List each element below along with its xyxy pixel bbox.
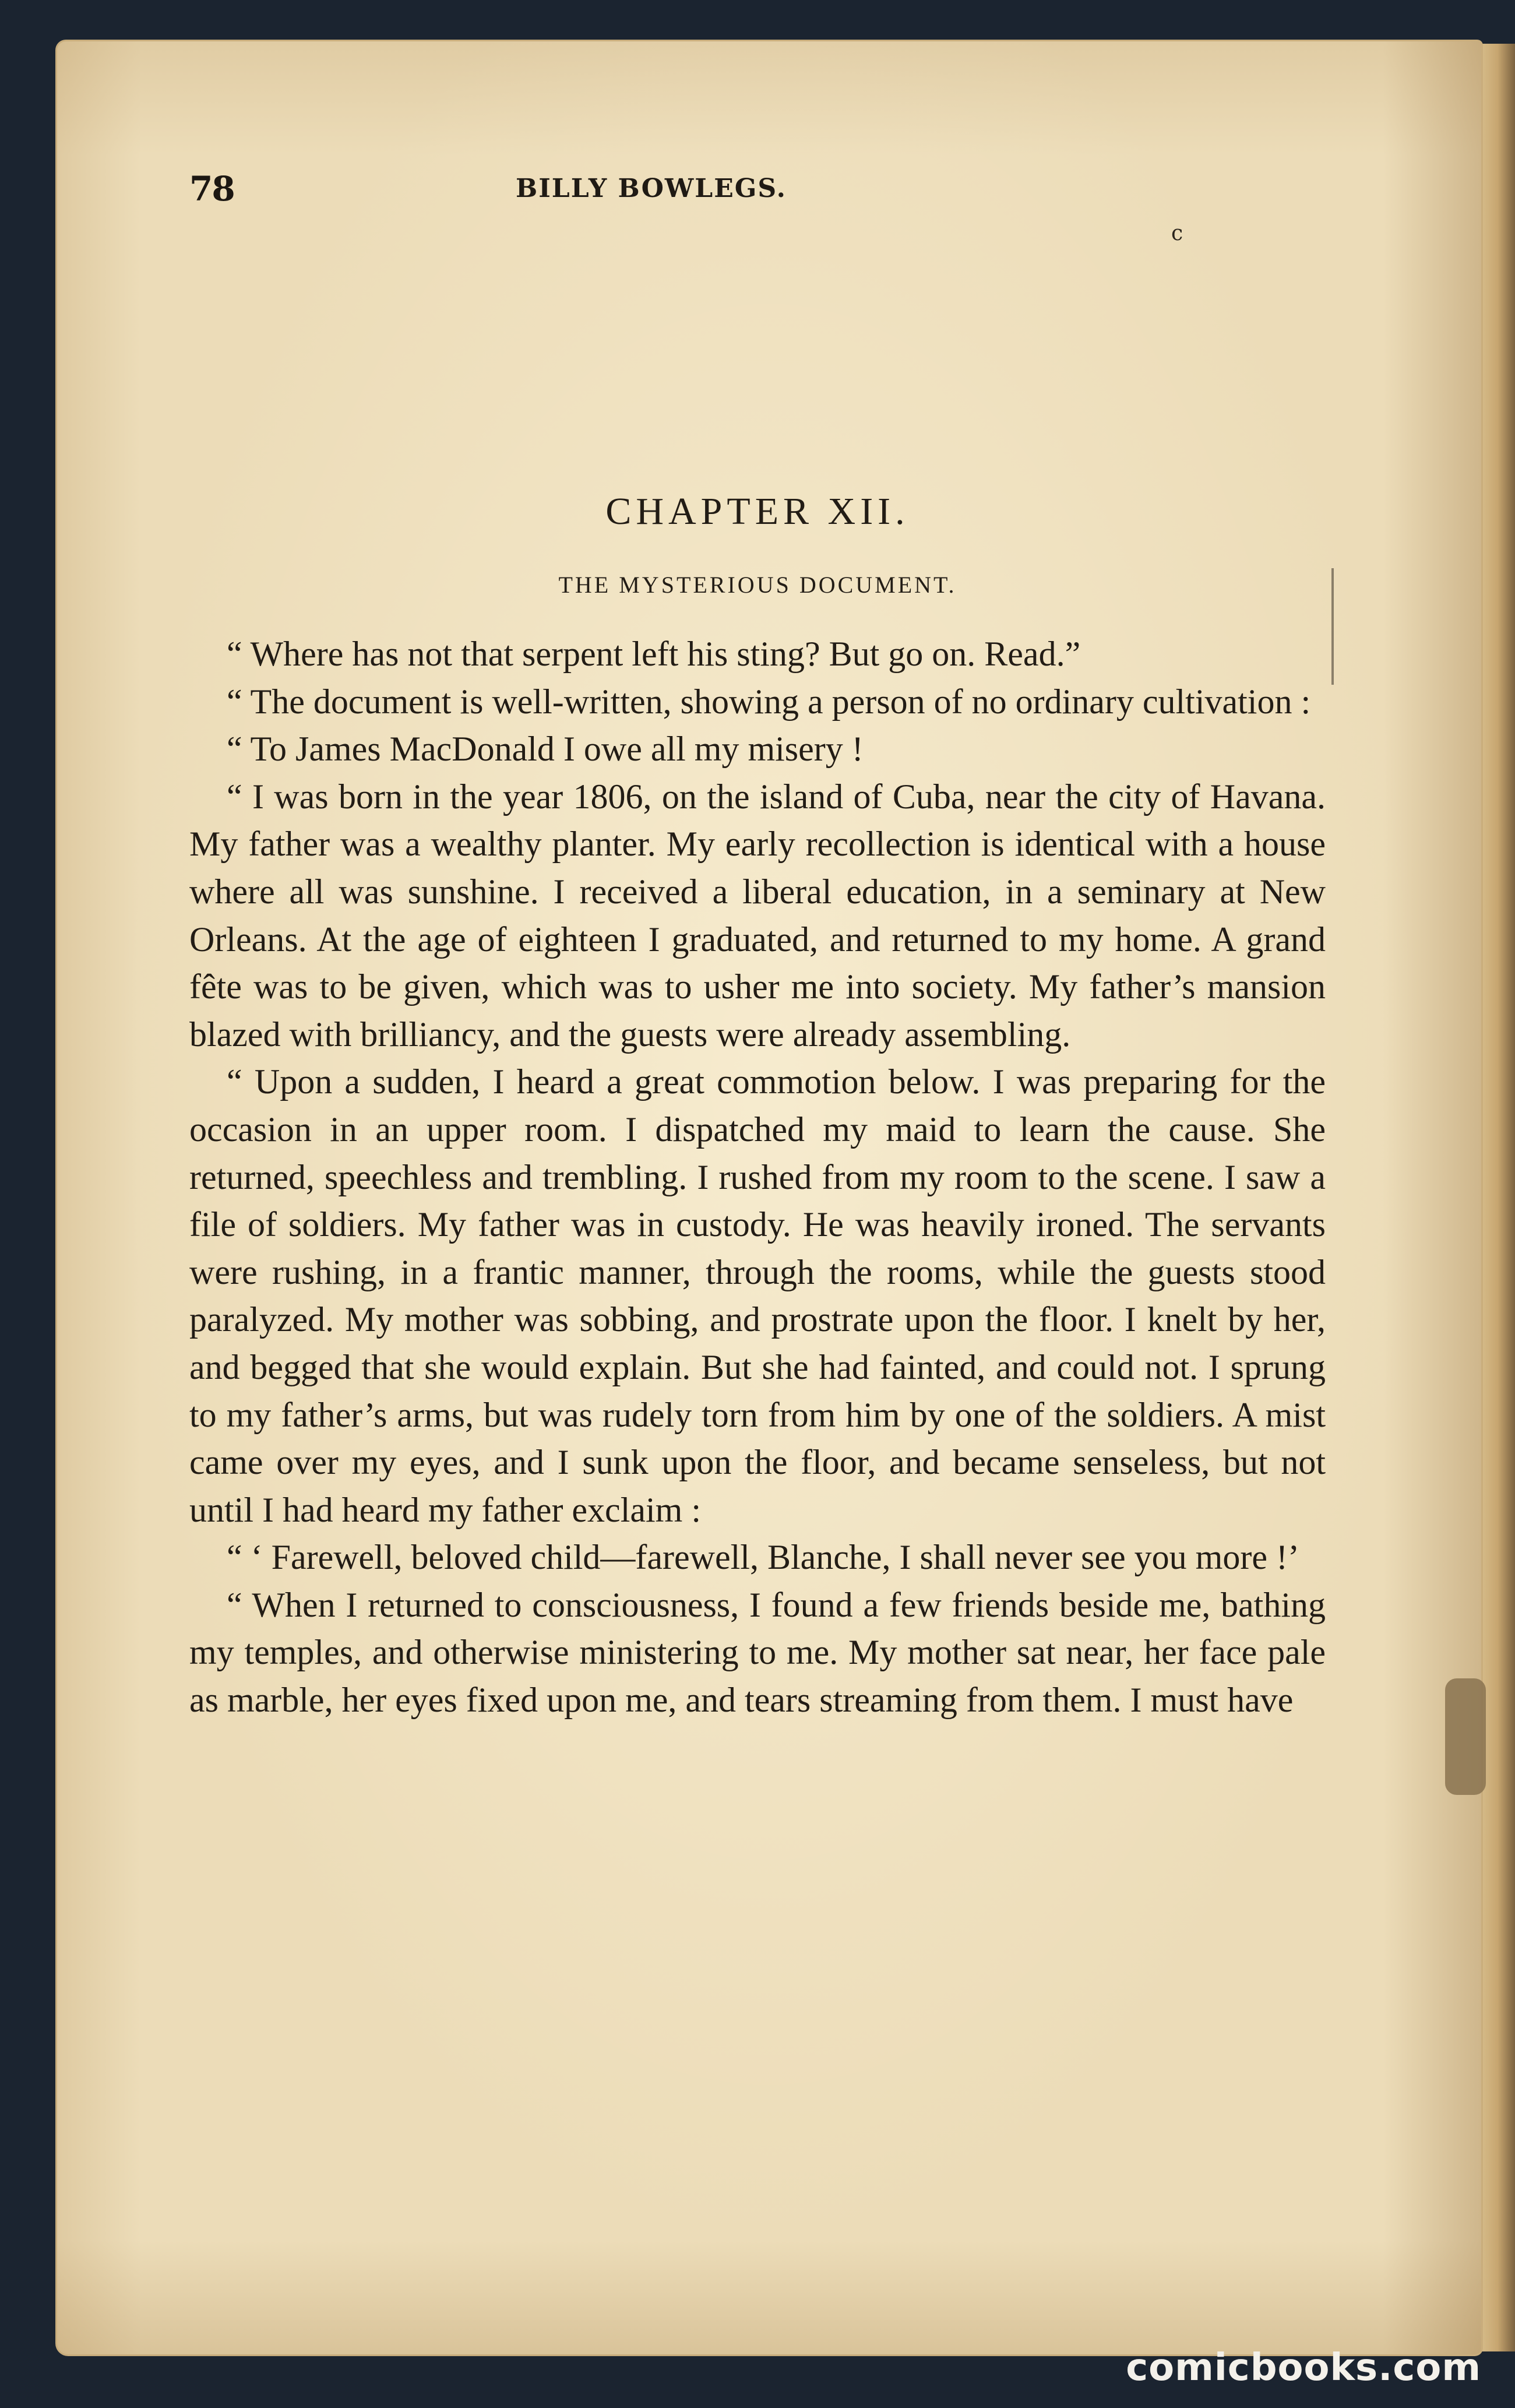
paragraph: “ When I returned to consciousness, I found a few friends beside me, bathing my temples, and otherwise ministering to me. My mother sat near, her face pale as marble, her eyes fixed upon me, and tears streaming from them. I must have [189, 1585, 1326, 1720]
book-title: BILLY BOWLEGS. [516, 174, 787, 203]
watermark: comicbooks.com [1126, 2346, 1481, 2389]
body-text [189, 631, 1326, 1724]
paragraph: “ Upon a sudden, I heard a great commotion below. I was preparing for the occasion in an upper room. I dispatched my maid to learn the cause. She returned, speechless and trembling. I rushed from my room to the scene. I saw a file of soldiers. My father was in custody. He was heavily ironed. The servants were rushing, in a frantic manner, through the rooms, while the guests stood paralyzed. My mother was sobbing, and prostrate upon the floor. I knelt by her, and begged that she would explain. But she had fainted, and could not. I sprung to my father’s arms, but was rudely torn from him by one of the soldiers. A mist came over my eyes, and I sunk upon the floor, and became senseless, but not until I had heard my father exclaim : [189, 1062, 1326, 1529]
page-number: 78 [189, 169, 234, 209]
running-head [189, 169, 1326, 245]
binding-tab [1445, 1678, 1486, 1795]
margin-rule [1331, 568, 1334, 685]
paragraph: “ The document is well-written, showing a person of no ordinary cultivation : [227, 682, 1311, 721]
paragraph: “ To James MacDonald I owe all my misery ! [227, 730, 864, 769]
chapter-heading: CHAPTER XII. [605, 490, 910, 533]
paragraph: “ I was born in the year 1806, on the island of Cuba, near the city of Havana. My father was a wealthy planter. My early recollection is identical with a house where all was sunshine. I received a liberal education, in a seminary at New Orleans. At the age of eighteen I graduated, and returned to my home. A grand fête was to be given, which was to usher me into society. My father’s mansion blazed with brilliancy, and the guests were already assembling. [189, 777, 1326, 1054]
paragraph: “ Where has not that serpent left his sting? But go on. Read.” [227, 635, 1081, 673]
paragraph: “ ‘ Farewell, beloved child—farewell, Blanche, I shall never see you more !’ [227, 1538, 1299, 1577]
chapter-subheading: THE MYSTERIOUS DOCUMENT. [558, 572, 957, 598]
corner-mark: c [1171, 221, 1183, 245]
